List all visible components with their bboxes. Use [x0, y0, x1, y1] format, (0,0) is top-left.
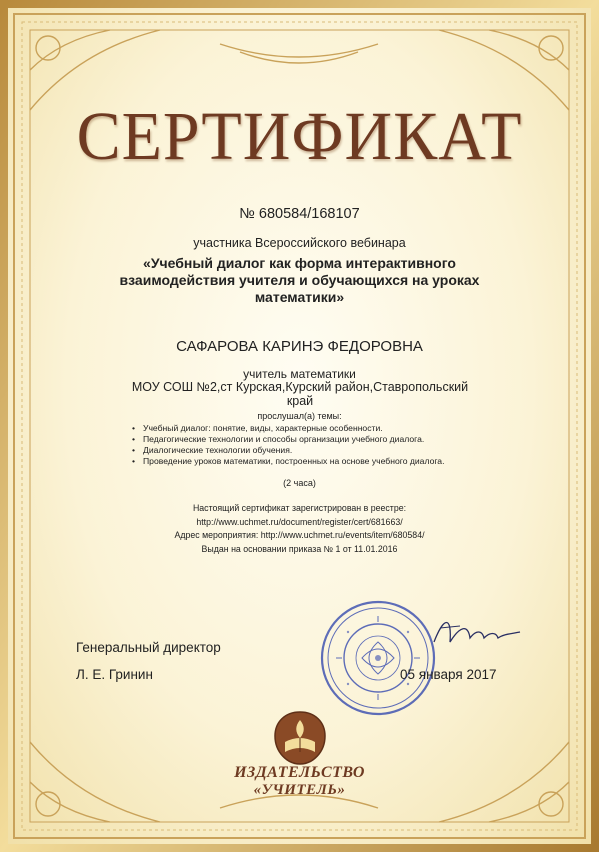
participant-line: участника Всероссийского вебинара — [193, 236, 406, 250]
topics-list — [132, 423, 444, 467]
publisher-logo-icon — [255, 708, 345, 768]
director-name: Л. Е. Гринин — [76, 667, 153, 682]
certificate-number: № 680584/168107 — [239, 206, 360, 222]
event-title: «Учебный диалог как форма интерактивного взаимодействия учителя и обучающихся на уроках математики» — [119, 255, 480, 305]
listened-label: прослушал(а) темы: — [257, 411, 342, 421]
recipient-organization: МОУ СОШ №2,ст Курская,Курский район,Ставропольский край — [131, 380, 469, 408]
issued-basis: Выдан на основании приказа № 1 от 11.01.2016 — [201, 543, 398, 554]
certificate-title: СЕРТИФИКАТ — [76, 98, 523, 175]
registry-url: http://www.uchmet.ru/document/register/cert/681663/ — [196, 516, 403, 527]
hours-label: (2 часа) — [283, 478, 316, 488]
topic-item: • Учебный диалог: понятие, виды, характерные особенности. — [132, 423, 444, 434]
registry-block — [0, 502, 599, 556]
publisher-logo-line1: ИЗДАТЕЛЬСТВО — [234, 764, 365, 781]
recipient-name: САФАРОВА КАРИНЭ ФЕДОРОВНА — [176, 338, 423, 355]
director-signature — [430, 612, 525, 652]
registry-line: Настоящий сертификат зарегистрирован в реестре: — [192, 503, 407, 513]
recipient-position: учитель математики — [243, 367, 356, 381]
event-address: Адрес мероприятия: http://www.uchmet.ru/events/item/680584/ — [174, 530, 425, 540]
director-title: Генеральный директор — [76, 640, 221, 655]
topic-item: • Диалогические технологии обучения. — [132, 445, 444, 456]
topic-item: • Педагогические технологии и способы организации учебного диалога. — [132, 434, 444, 445]
official-stamp — [318, 598, 438, 718]
topic-item: • Проведение уроков математики, построенных на основе учебного диалога. — [132, 456, 444, 467]
publisher-logo-line2: «УЧИТЕЛЬ» — [253, 782, 346, 798]
issue-date: 05 января 2017 — [400, 667, 497, 682]
